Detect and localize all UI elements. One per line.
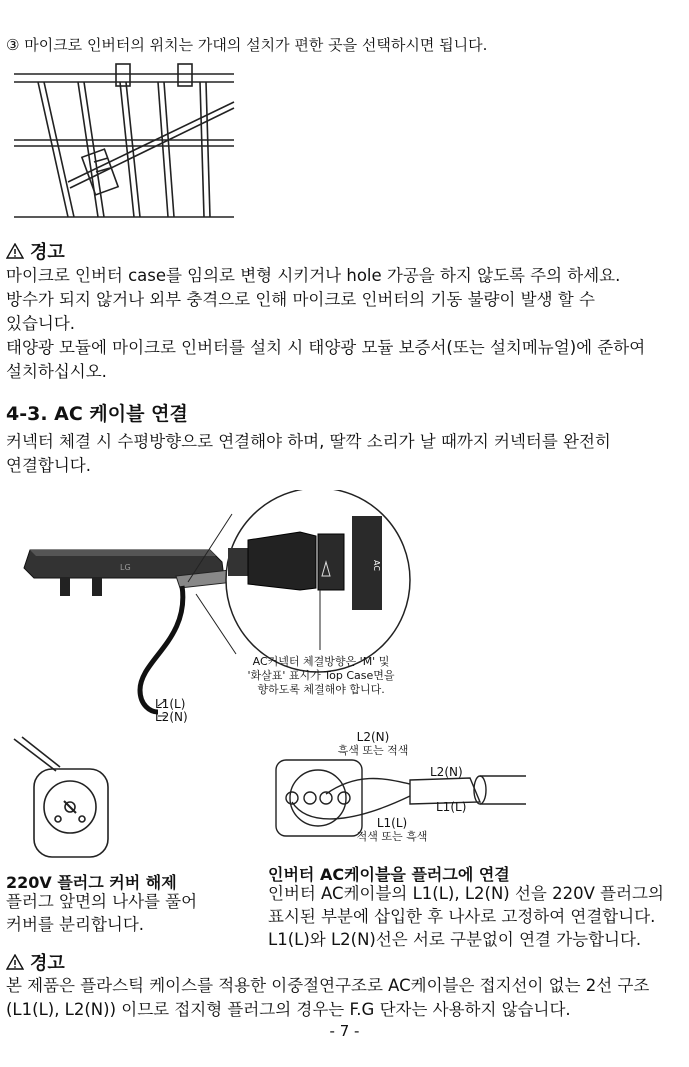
callout-text [236,655,406,697]
logo-text: LG [120,563,131,572]
warning-1-line: 있습니다. [6,314,76,333]
callout-line: AC커넥터 체결방향은 'M' 및 [252,655,390,668]
section-intro [6,430,686,478]
l2-top-sub: 흑색 또는 적색 [337,744,409,757]
ac-port-label: AC [372,560,381,571]
page-number: - 7 - [329,1022,360,1040]
dc-connector [60,578,70,596]
plug-cover-figure [8,735,128,863]
plug-connect-title: 인버터 AC케이블을 플러그에 연결 [268,865,510,884]
rack-illustration [8,62,240,226]
intro-line: 커넥터 체결 시 수평방향으로 연결해야 하며, 딸깍 소리가 날 때까지 커넥터를 완전히 [6,432,611,451]
step-3-text: ③ 마이크로 인버터의 위치는 가대의 설치가 편한 곳을 선택하시면 됩니다. [6,36,488,54]
warning-2-title: 경고 [30,953,65,974]
plug-cover-title: 220V 플러그 커버 해제 [6,873,177,892]
plug-cover-line: 플러그 앞면의 나사를 풀어 [6,892,198,911]
section-title: 4-3. AC 케이블 연결 [6,403,188,425]
l2-top-title: L2(N) [356,730,390,744]
plug-connect-body [268,882,688,951]
l1-bottom-label [342,817,442,843]
callout-line: '화살표' 표시가 Top Case면을 [247,669,395,682]
warning-icon [6,243,24,259]
warning-2-line: 본 제품은 플라스틱 케이스를 적용한 이중절연구조로 AC케이블은 접지선이 없는 2선 구조 [6,976,650,995]
l1-wire-label: L1(L) [436,800,467,814]
label-l2: L2(N) [155,710,188,724]
label-l1: L1(L) [155,697,186,711]
l2-top-label [330,731,416,757]
plug-connect-line: 인버터 AC케이블의 L1(L), L2(N) 선을 220V 플러그의 [268,884,664,903]
intro-line: 연결합니다. [6,456,91,475]
callout-line: 향하도록 체결해야 합니다. [257,683,385,696]
plug-connect-line: 표시된 부분에 삽입한 후 나사로 고정하여 연결합니다. [268,907,656,926]
plug-connect-line: L1(L)와 L2(N)선은 서로 구분없이 연결 가능합니다. [268,930,642,949]
warning-1-line: 방수가 되지 않거나 외부 충격으로 인해 마이크로 인버터의 기동 불량이 발생 할 수 [6,290,595,309]
warning-2-heading [6,949,65,975]
warning-icon [6,954,24,970]
warning-1-line: 태양광 모듈에 마이크로 인버터를 설치 시 태양광 모듈 보증서(또는 설치메뉴얼)에 준하여 [6,338,646,357]
dc-connector [92,578,102,596]
warning-1-line: 마이크로 인버터 case를 임의로 변형 시키거나 hole 가공을 하지 않도록 주의 하세요. [6,266,621,285]
warning-1-body [6,264,686,384]
plug-cover-body [6,890,197,936]
l1-bottom-title: L1(L) [376,816,408,830]
plug-cover-line: 커버를 분리합니다. [6,915,145,934]
l2-wire-label: L2(N) [430,765,463,779]
warning-1-line: 설치하십시오. [6,362,107,381]
warning-2-body [6,974,686,1022]
warning-1-heading [6,238,65,264]
l1-bottom-sub: 적색 또는 흑색 [356,830,428,843]
warning-1-title: 경고 [30,242,65,263]
warning-2-line: (L1(L), L2(N)) 이므로 접지형 플러그의 경우는 F.G 단자는 사용하지 않습니다. [6,1000,571,1019]
